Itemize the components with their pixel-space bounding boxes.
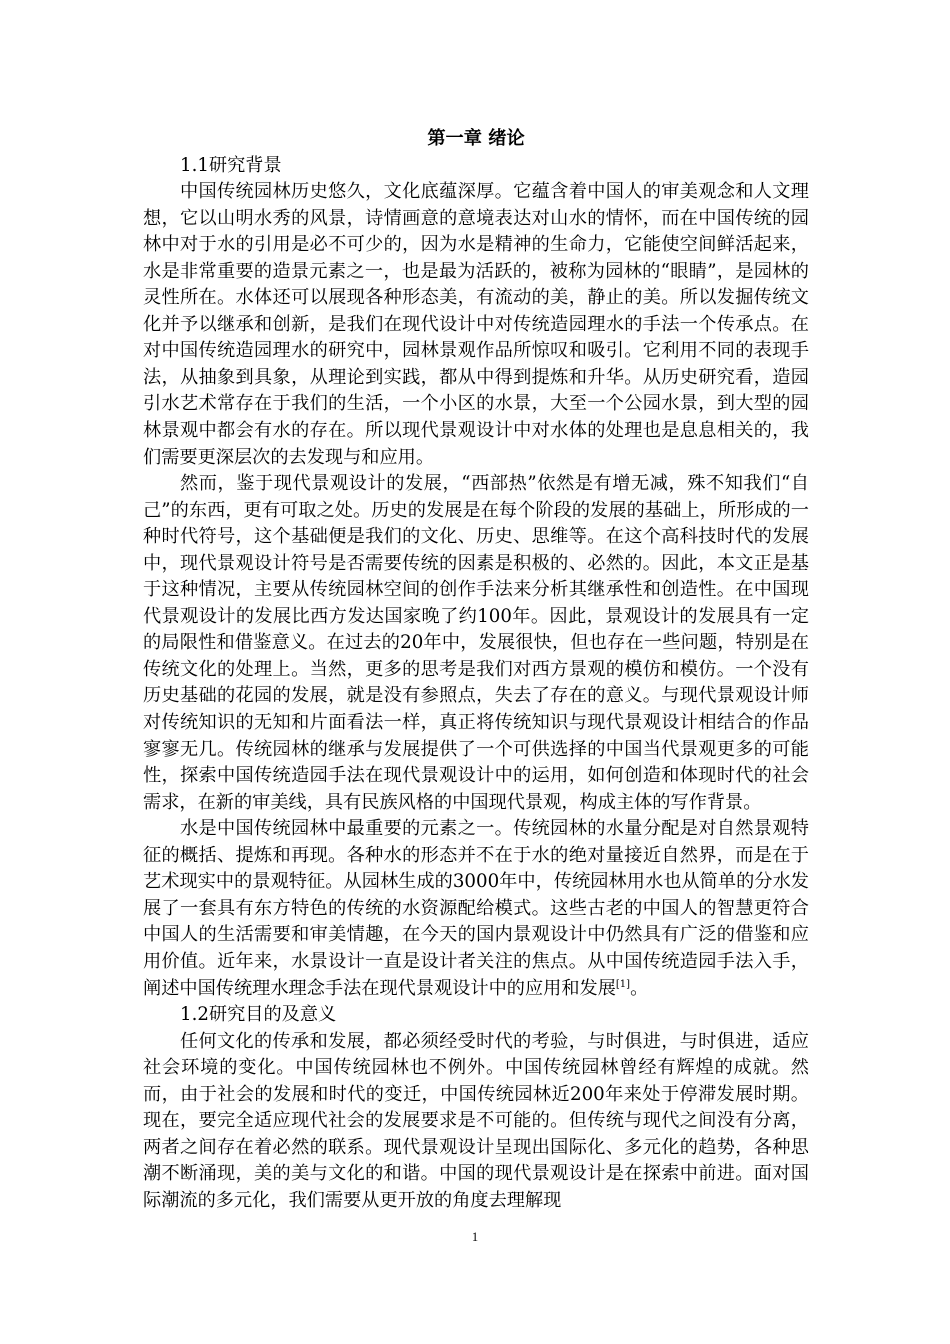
- paragraph-end-punctuation: 。: [630, 977, 649, 999]
- paragraph-with-citation: [143, 816, 809, 1002]
- paragraph: 然而，鉴于现代景观设计的发展，“西部热”依然是有增无减，殊不知我们“自己”的东西，更有可取之处。历史的发展是在每个阶段的发展的基础上，所形成的一种时代符号，这个基础便是我们的文化、历史、思维等。在这个高科技时代的发展中，现代景观设计符号是否需要传统的因素是积极的、必然的。因此，本文正是基于这种情况，主要从传统园林空间的创作手法来分析其继承性和创造性。在中国现代景观设计的发展比西方发达国家晚了约100年。因此，景观设计的发展具有一定的局限性和借鉴意义。在过去的20年中，发展很快，但也存在一些问题，特别是在传统文化的处理上。当然，更多的思考是我们对西方景观的模仿和模仿。一个没有历史基础的花园的发展，就是没有参照点，失去了存在的意义。与现代景观设计师对传统知识的无知和片面看法一样，真正将传统知识与现代景观设计相结合的作品寥寥无几。传统园林的继承与发展提供了一个可供选择的中国当代景观更多的可能性，探索中国传统造园手法在现代景观设计中的运用，如何创造和体现时代的社会需求，在新的审美线，具有民族风格的中国现代景观，构成主体的写作背景。: [143, 473, 809, 813]
- page-number: 1: [471, 1230, 479, 1244]
- section-heading-1-1: 1.1研究背景: [180, 154, 282, 176]
- paragraph-text: 水是中国传统园林中最重要的元素之一。传统园林的水量分配是对自然景观特征的概括、提炼和再现。各种水的形态并不在于水的绝对量接近自然界，而是在于艺术现实中的景观特征。从园林生成的3000年中，传统园林用水也从简单的分水发展了一套具有东方特色的传统的水资源配给模式。这些古老的中国人的智慧更符合中国人的生活需要和审美情趣，在今天的国内景观设计中仍然具有广泛的借鉴和应用价值。近年来，水景设计一直是设计者关注的焦点。从中国传统造园手法入手，阐述中国传统理水理念手法在现代景观设计中的应用和发展: [143, 818, 809, 999]
- paragraph: 中国传统园林历史悠久，文化底蕴深厚。它蕴含着中国人的审美观念和人文理想，它以山明水秀的风景，诗情画意的意境表达对山水的情怀，而在中国传统的园林中对于水的引用是必不可少的，因为水是精神的生命力，它能使空间鲜活起来，水是非常重要的造景元素之一，也是最为活跃的，被称为园林的“眼睛”，是园林的灵性所在。水体还可以展现各种形态美，有流动的美，静止的美。所以发掘传统文化并予以继承和创新，是我们在现代设计中对传统造园理水的手法一个传承点。在对中国传统造园理水的研究中，园林景观作品所惊叹和吸引。它利用不同的表现手法，从抽象到具象，从理论到实践，都从中得到提炼和升华。从历史研究看，造园引水艺术常存在于我们的生活，一个小区的水景，大至一个公园水景，到大型的园林景观中都会有水的存在。所以现代景观设计中对水体的处理也是息息相关的，我们需要更深层次的去发现与和应用。: [143, 181, 809, 468]
- section-heading-1-2: 1.2研究目的及意义: [180, 1004, 337, 1026]
- chapter-title: 第一章 绪论: [427, 128, 525, 149]
- document-body: [143, 126, 809, 1214]
- citation-reference[interactable]: [1]: [615, 978, 631, 990]
- paragraph: 任何文化的传承和发展，都必须经受时代的考验，与时俱进，与时俱进，适应社会环境的变化。中国传统园林也不例外。中国传统园林曾经有辉煌的成就。然而，由于社会的发展和时代的变迁，中国传统园林近200年来处于停滞发展时期。现在，要完全适应现代社会的发展要求是不可能的。但传统与现代之间没有分离，两者之间存在着必然的联系。现代景观设计呈现出国际化、多元化的趋势，各种思潮不断涌现，美的美与文化的和谐。中国的现代景观设计是在探索中前进。面对国际潮流的多元化，我们需要从更开放的角度去理解现: [143, 1030, 809, 1211]
